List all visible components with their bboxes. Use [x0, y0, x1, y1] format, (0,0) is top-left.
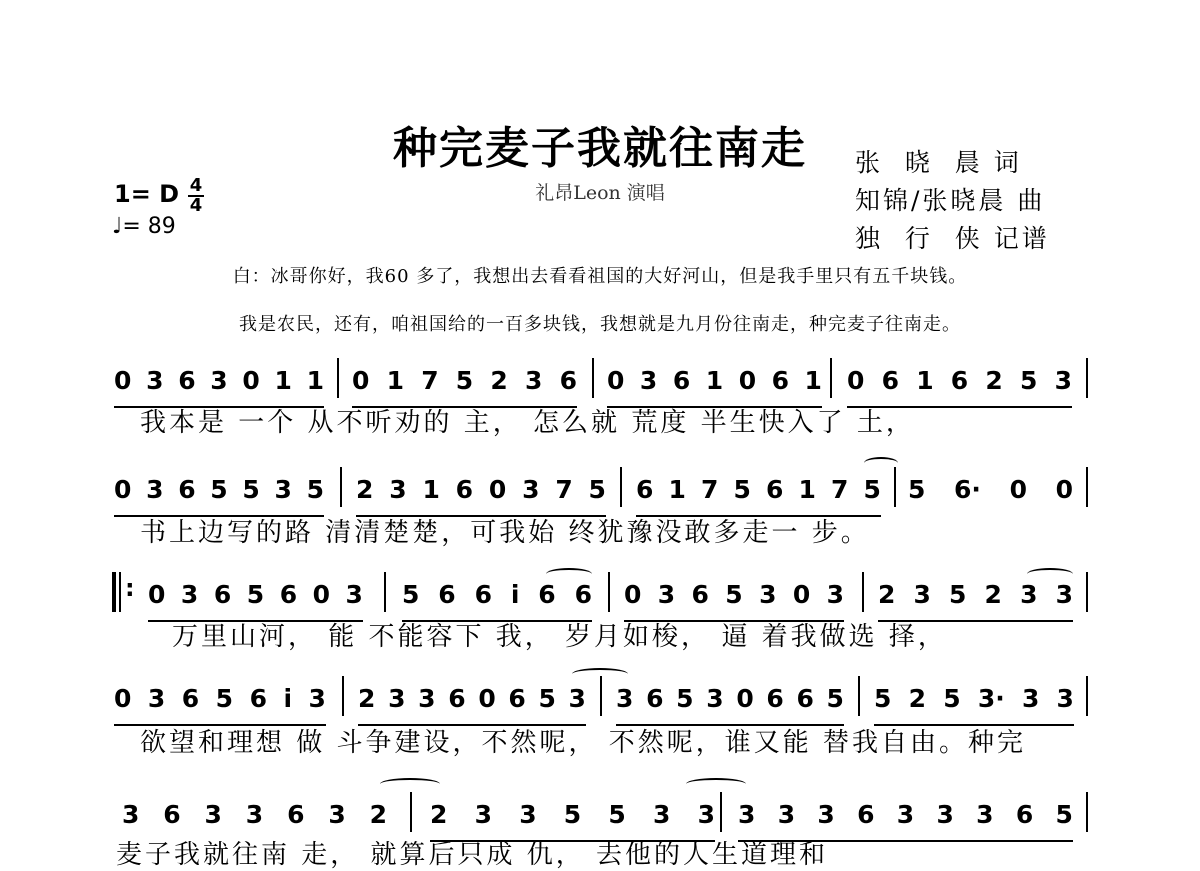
- note: 3: [522, 475, 540, 504]
- note: 1: [916, 366, 934, 395]
- note: 1: [798, 475, 816, 504]
- note: 5: [563, 800, 582, 829]
- tie: [864, 457, 898, 469]
- lyric-line-1: 我本是 一个 从不听劝的 主， 怎么就 荒度 半生快入了 土，: [140, 408, 915, 438]
- note: 3: [345, 580, 363, 609]
- note: 5: [733, 475, 751, 504]
- note: 6: [636, 475, 654, 504]
- note: 7: [701, 475, 719, 504]
- note: 1: [274, 366, 292, 395]
- note: 3: [1054, 366, 1072, 395]
- tie: [686, 778, 746, 790]
- note: 6: [163, 800, 181, 829]
- note: 2: [908, 684, 927, 713]
- notation-row-1: [112, 366, 1092, 406]
- note: 5: [1055, 800, 1073, 829]
- note: 3: [896, 800, 915, 829]
- note: 6: [646, 684, 664, 713]
- note: 6: [448, 684, 466, 713]
- note: 0: [847, 366, 865, 395]
- note: 0: [607, 366, 625, 395]
- bar-line: [608, 572, 610, 612]
- note: 3: [388, 684, 406, 713]
- note: 3: [519, 800, 537, 829]
- note: 1: [386, 366, 404, 395]
- note: 0: [312, 580, 331, 609]
- note: 5: [949, 580, 967, 609]
- note: 3: [146, 475, 164, 504]
- note: 6: [178, 366, 196, 395]
- note: 6: [1015, 800, 1034, 829]
- note: 6: [279, 580, 298, 609]
- note: 3: [1055, 580, 1073, 609]
- note: 0: [738, 366, 757, 395]
- note: 6·: [954, 475, 981, 504]
- bar-line: [1086, 792, 1088, 832]
- measure: [114, 684, 326, 726]
- note: 6: [881, 366, 899, 395]
- note: 3: [308, 684, 326, 713]
- note: i: [510, 580, 520, 609]
- time-signature-top: 4: [189, 175, 203, 196]
- note: 3: [568, 684, 586, 713]
- tempo-marking: ♩= 89: [112, 214, 176, 239]
- narration-line-2: 我是农民，还有，咱祖国给的一百多块钱，我想就是九月份往南走，种完麦子往南走。: [239, 314, 961, 335]
- note: 5: [215, 684, 234, 713]
- note: 3: [210, 366, 228, 395]
- note: 5: [943, 684, 961, 713]
- time-signature-bottom: 4: [189, 195, 203, 216]
- note: 6: [672, 366, 691, 395]
- bar-line: [337, 358, 339, 398]
- tie: [546, 568, 592, 580]
- note: 6: [181, 684, 200, 713]
- measure: [636, 475, 881, 517]
- note: 2: [985, 366, 1003, 395]
- note: 3: [738, 800, 756, 829]
- note: 3: [524, 366, 543, 395]
- measure: [358, 684, 586, 726]
- note: 6: [213, 580, 232, 609]
- note: 0: [736, 684, 754, 713]
- bar-line: [894, 467, 896, 507]
- note: 2: [356, 475, 374, 504]
- lyric-line-4: 欲望和理想 做 斗争建设，不然呢， 不然呢，谁又能 替我自由。种完: [140, 728, 1027, 758]
- bar-line: [410, 792, 412, 832]
- bar-line: [342, 676, 344, 716]
- transcriber-credit: 独 行 侠 记谱: [855, 224, 1050, 253]
- note: 2: [878, 580, 896, 609]
- note: 3: [1020, 580, 1038, 609]
- note: 3: [122, 800, 140, 829]
- measure: [356, 475, 606, 517]
- note: 3: [1021, 684, 1040, 713]
- note: 3: [328, 800, 346, 829]
- note: 1: [422, 475, 440, 504]
- note: 6: [766, 684, 784, 713]
- note: 3: [826, 580, 844, 609]
- repeat-thin-bar: [119, 572, 121, 612]
- note: 0: [242, 366, 260, 395]
- note: 6: [574, 580, 592, 609]
- lyric-line-2: 书上边写的路 清清楚楚，可我始 终犹豫没敢多走一 步。: [140, 518, 870, 548]
- note: 2: [358, 684, 376, 713]
- credits-block: [855, 144, 1050, 258]
- notation-row-4: [112, 684, 1092, 724]
- note: 0: [1009, 475, 1027, 504]
- note: 3: [652, 800, 671, 829]
- note: 0: [624, 580, 642, 609]
- note: 0: [352, 366, 370, 395]
- note: 5: [676, 684, 694, 713]
- note: 5: [246, 580, 265, 609]
- tie: [1027, 568, 1073, 580]
- note: 5: [455, 366, 474, 395]
- bar-line: [600, 676, 602, 716]
- note: 3: [616, 684, 634, 713]
- note: 6: [559, 366, 577, 395]
- note: 5: [242, 475, 260, 504]
- note: 5: [306, 475, 324, 504]
- notation-row-2: [112, 475, 1092, 515]
- note: 5: [874, 684, 892, 713]
- note: 6: [771, 366, 790, 395]
- note: 3: [777, 800, 796, 829]
- note: 3: [180, 580, 199, 609]
- note: 5: [908, 475, 926, 504]
- note: 3: [976, 800, 994, 829]
- note: 0: [114, 366, 132, 395]
- note: 6: [796, 684, 814, 713]
- composer-credit: 知锦/张晓晨 曲: [855, 186, 1046, 215]
- note: 2: [369, 800, 387, 829]
- measure: [114, 475, 324, 517]
- bar-line: [592, 358, 594, 398]
- note: 3: [759, 580, 777, 609]
- note: 6: [455, 475, 474, 504]
- bar-line: [1086, 467, 1088, 507]
- tie: [380, 778, 440, 790]
- note: 3: [1056, 684, 1074, 713]
- note: 0: [488, 475, 507, 504]
- bar-line: [620, 467, 622, 507]
- lyric-line-3: 万里山河， 能 不能容下 我， 岁月如梭， 逼 着我做选 择，: [172, 622, 947, 652]
- note: 0: [148, 580, 166, 609]
- repeat-start-sign: [112, 572, 142, 612]
- lyricist-credit: 张 晓 晨 词: [855, 148, 1022, 177]
- bar-line: [830, 358, 832, 398]
- note: 3: [146, 366, 164, 395]
- note: 0: [114, 475, 132, 504]
- note: 5: [826, 684, 844, 713]
- note: 2: [430, 800, 448, 829]
- note: 3·: [977, 684, 1005, 713]
- note: 2: [984, 580, 1002, 609]
- note: 3: [204, 800, 222, 829]
- note: 6: [950, 366, 969, 395]
- notation-row-3: [112, 574, 1092, 620]
- note: 1: [306, 366, 324, 395]
- note: 3: [274, 475, 292, 504]
- note: 2: [490, 366, 508, 395]
- note: 1: [705, 366, 724, 395]
- bar-line: [862, 572, 864, 612]
- note: 5: [608, 800, 626, 829]
- note: 3: [817, 800, 835, 829]
- note: 3: [706, 684, 724, 713]
- note: 3: [474, 800, 492, 829]
- note: 6: [508, 684, 526, 713]
- bar-line: [1086, 358, 1088, 398]
- repeat-dots: :: [125, 574, 135, 602]
- note: 5: [725, 580, 743, 609]
- note: 5: [538, 684, 556, 713]
- note: 1: [804, 366, 822, 395]
- note: 6: [766, 475, 784, 504]
- note: 5: [402, 580, 420, 609]
- note: 7: [831, 475, 849, 504]
- note: 6: [287, 800, 305, 829]
- note: 7: [421, 366, 439, 395]
- note: 3: [657, 580, 676, 609]
- bar-line: [1086, 676, 1088, 716]
- measure: [616, 684, 844, 726]
- bar-line: [1086, 572, 1088, 612]
- note: 6: [249, 684, 267, 713]
- time-signature: [188, 175, 204, 216]
- song-title: 种完麦子我就往南走: [393, 123, 807, 174]
- key-signature: 1= D: [114, 180, 180, 208]
- repeat-thick-bar: [112, 572, 116, 612]
- note: 3: [697, 800, 715, 829]
- note: 0: [792, 580, 811, 609]
- note: 3: [913, 580, 931, 609]
- measure: [874, 684, 1074, 726]
- note: 3: [639, 366, 658, 395]
- note: 5: [588, 475, 606, 504]
- note: 5: [1019, 366, 1038, 395]
- lyric-line-5: 麦子我就往南 走， 就算后只成 仇， 去他的人生道理和: [116, 840, 829, 870]
- note: 0: [114, 684, 132, 713]
- note: 5: [863, 475, 881, 504]
- bar-line: [720, 792, 722, 832]
- note: 7: [555, 475, 573, 504]
- note: 1: [668, 475, 686, 504]
- note: 6: [538, 580, 556, 609]
- note: 3: [936, 800, 954, 829]
- note: 3: [147, 684, 166, 713]
- singer-credit: 礼昂Leon 演唱: [535, 182, 665, 204]
- bar-line: [384, 572, 386, 612]
- narration-line-1: 白：冰哥你好，我60 多了，我想出去看看祖国的大好河山，但是我手里只有五千块钱。: [232, 266, 968, 287]
- note: 3: [389, 475, 407, 504]
- bar-line: [340, 467, 342, 507]
- note: 6: [438, 580, 456, 609]
- note: 5: [210, 475, 228, 504]
- note: 6: [474, 580, 492, 609]
- note: 0: [1055, 475, 1073, 504]
- note: 3: [245, 800, 264, 829]
- measure: [908, 475, 1073, 515]
- note: i: [283, 684, 293, 713]
- note: 6: [178, 475, 196, 504]
- note: 3: [418, 684, 436, 713]
- note: 6: [691, 580, 709, 609]
- bar-line: [858, 676, 860, 716]
- note: 6: [857, 800, 875, 829]
- note: 0: [478, 684, 496, 713]
